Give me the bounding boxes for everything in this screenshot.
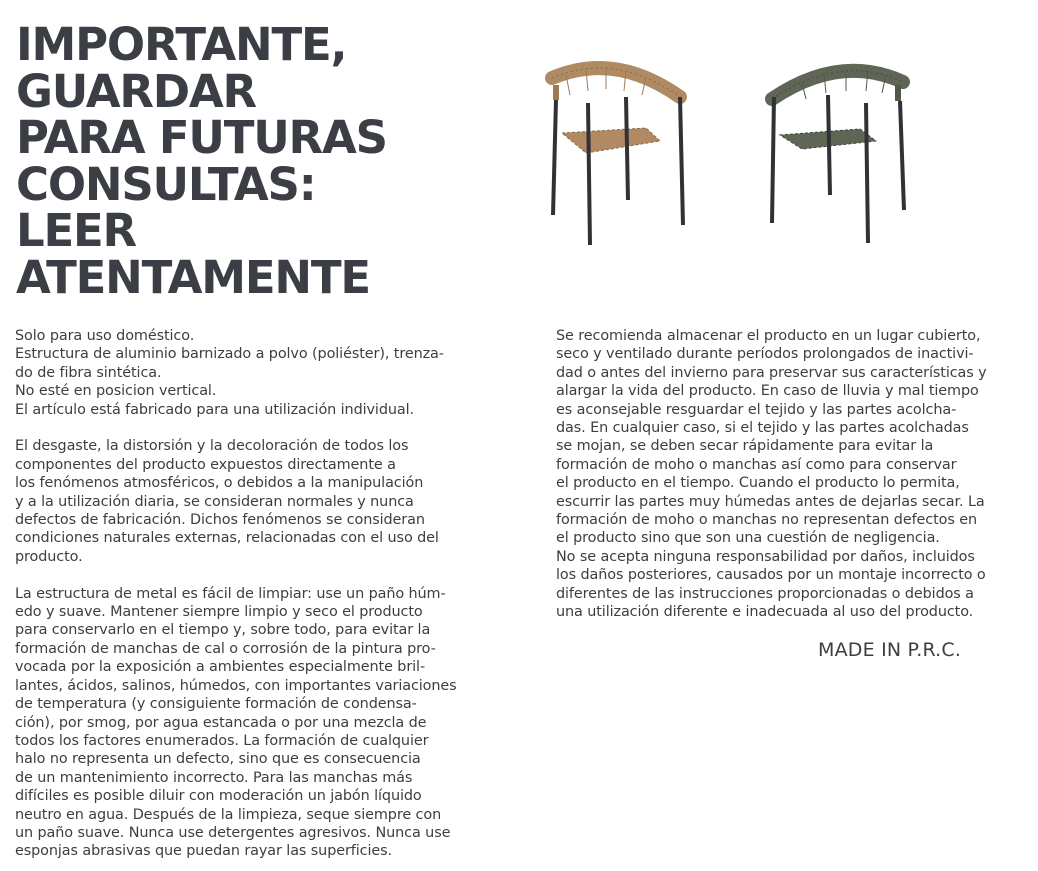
text-line: y a la utilización diaria, se consideran normales y nunca <box>15 493 414 510</box>
paragraph-wear <box>15 437 495 566</box>
text-line: Estructura de aluminio barnizado a polvo (poliéster), trenza- <box>15 346 444 363</box>
text-line: diferentes de las instrucciones proporcionadas o debidos a <box>556 585 974 602</box>
text-line: se mojan, se deben secar rápidamente para evitar la <box>556 438 934 455</box>
text-line: La estructura de metal es fácil de limpiar: use un paño húm- <box>15 585 446 602</box>
text-line: seco y ventilado durante períodos prolongados de inactivi- <box>556 346 974 363</box>
text-line: producto. <box>15 548 83 565</box>
right-text-column <box>556 327 1026 622</box>
text-line: todos los factores enumerados. La formación de cualquier <box>15 732 429 749</box>
paragraph-storage <box>556 327 1026 622</box>
text-line: de un mantenimiento incorrecto. Para las manchas más <box>15 769 413 786</box>
text-line: un paño suave. Nunca use detergentes agresivos. Nunca use <box>15 824 451 841</box>
title-line: CONSULTAS: <box>16 157 316 211</box>
text-line: para conservarlo en el tiempo y, sobre todo, para evitar la <box>15 622 431 639</box>
title-line: LEER <box>16 204 137 257</box>
text-line: lantes, ácidos, salinos, húmedos, con importantes variaciones <box>15 677 457 694</box>
page-title <box>16 18 387 304</box>
text-line: formación de manchas de cal o corrosión de la pintura pro- <box>15 640 436 657</box>
text-line: halo no representa un defecto, sino que es consecuencia <box>15 751 421 768</box>
title-line: ATENTAMENTE <box>16 250 370 304</box>
text-line: formación de moho o manchas así como para conservar <box>556 456 957 473</box>
text-line: los fenómenos atmosféricos, o debidos a la manipulación <box>15 475 424 492</box>
chair-green-weave <box>772 69 904 243</box>
text-line: una utilización diferente e inadecuada al uso del producto. <box>556 604 974 621</box>
text-line: vocada por la exposición a ambientes especialmente bril- <box>15 659 426 676</box>
text-line: ción), por smog, por agua estancada o por una mezcla de <box>15 714 427 731</box>
title-line: PARA FUTURAS <box>16 111 387 164</box>
left-text-column <box>15 327 495 861</box>
text-line: defectos de fabricación. Dichos fenómenos se consideran <box>15 512 425 529</box>
text-line: de temperatura (y consiguiente formación de condensa- <box>15 696 417 713</box>
text-line: escurrir las partes muy húmedas antes de dejarlas secar. La <box>556 493 985 510</box>
text-line: No se acepta ninguna responsabilidad por daños, incluidos <box>556 548 975 565</box>
text-line: condiciones naturales externas, relacionadas con el uso del <box>15 530 439 547</box>
text-line: formación de moho o manchas no representan defectos en <box>556 512 978 529</box>
text-line: esponjas abrasivas que puedan rayar las superficies. <box>15 843 393 860</box>
text-line: edo y suave. Mantener siempre limpio y seco el producto <box>15 604 423 621</box>
text-line: El desgaste, la distorsión y la decoloración de todos los <box>15 438 409 455</box>
text-line: No esté en posicion vertical. <box>15 383 217 400</box>
paragraph-cleaning <box>15 585 495 861</box>
text-line: das. En cualquier caso, si el tejido y las partes acolchadas <box>556 420 969 437</box>
paragraph-usage <box>15 327 495 419</box>
text-line: Solo para uso doméstico. <box>15 328 195 344</box>
chair-natural-weave <box>552 67 683 245</box>
product-image-chairs <box>540 55 920 255</box>
text-line: El artículo está fabricado para una utilización individual. <box>15 401 414 418</box>
text-line: alargar la vida del producto. En caso de lluvia y mal tiempo <box>556 383 979 400</box>
text-line: los daños posteriores, causados por un montaje incorrecto o <box>556 567 986 584</box>
title-line: GUARDAR <box>16 64 257 118</box>
made-in-label: MADE IN P.R.C. <box>818 639 962 661</box>
text-line: el producto en el tiempo. Cuando el producto lo permita, <box>556 475 960 492</box>
text-line: dad o antes del invierno para preservar sus características y <box>556 364 987 381</box>
text-line: componentes del producto expuestos directamente a <box>15 456 396 473</box>
title-line: IMPORTANTE, <box>16 18 347 71</box>
text-line: do de fibra sintética. <box>15 364 162 381</box>
text-line: neutro en agua. Después de la limpieza, seque siempre con <box>15 806 442 823</box>
text-line: el producto sino que son una cuestión de negligencia. <box>556 530 940 547</box>
text-line: es aconsejable resguardar el tejido y las partes acolcha- <box>556 401 957 418</box>
text-line: Se recomienda almacenar el producto en un lugar cubierto, <box>556 328 981 344</box>
text-line: difíciles es posible diluir con moderación un jabón líquido <box>15 788 422 805</box>
